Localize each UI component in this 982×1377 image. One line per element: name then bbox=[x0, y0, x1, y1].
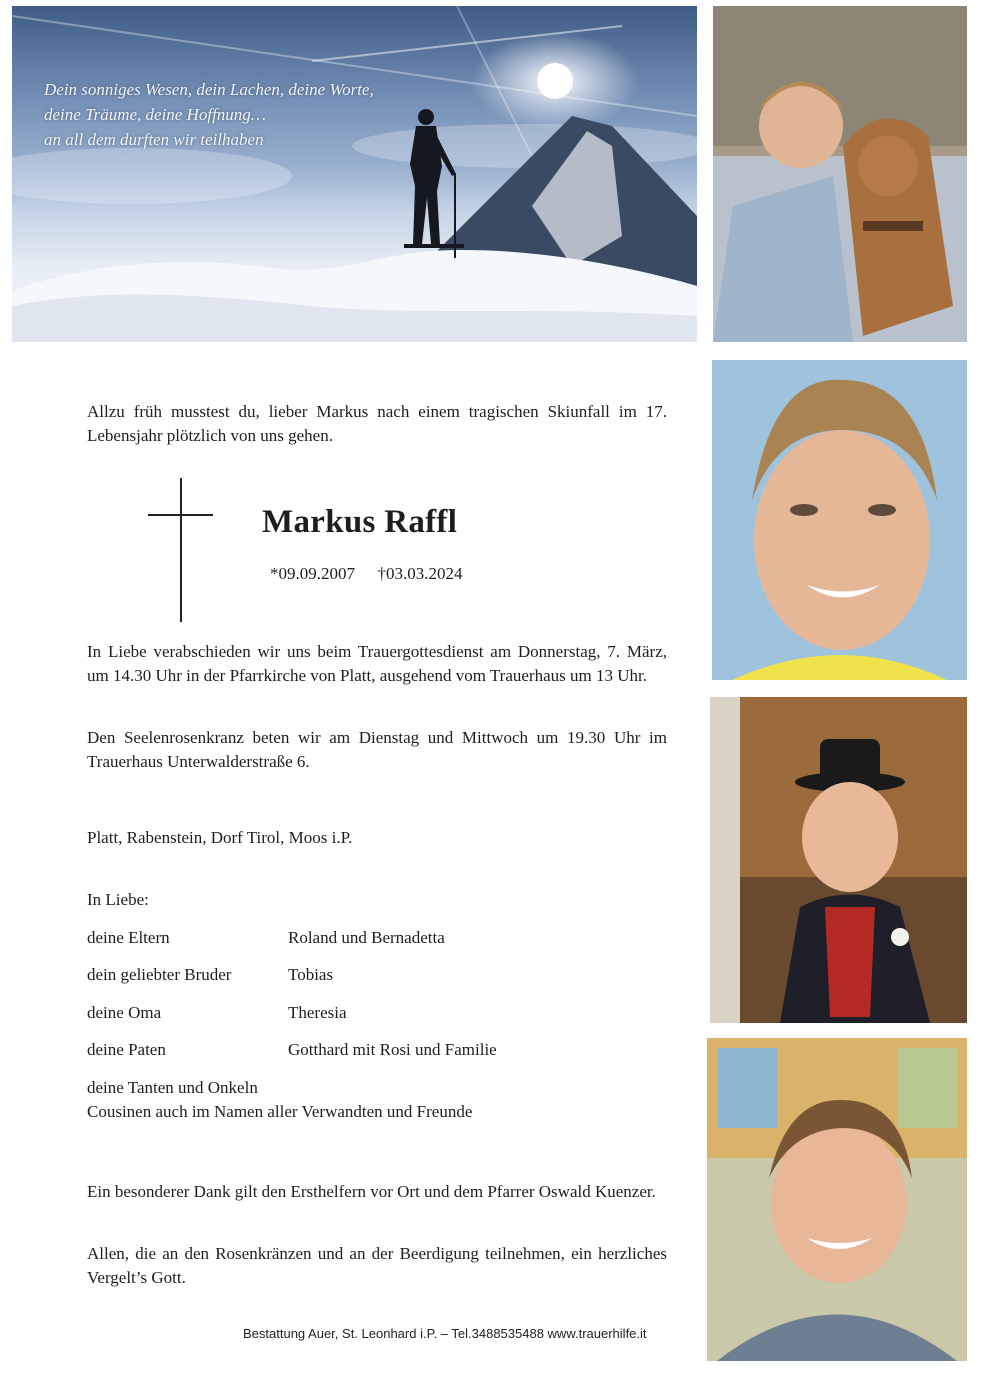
closing-paragraph: Allen, die an den Rosenkränzen und an der Beerdigung teilnehmen, ein herzliches Vergelt’s Gott. bbox=[87, 1244, 667, 1287]
mourners-heading: In Liebe: bbox=[87, 890, 149, 909]
life-dates bbox=[270, 564, 463, 584]
mourner-names: Gotthard mit Rosi und Familie bbox=[288, 1040, 497, 1059]
mourner-role: deine Oma bbox=[87, 1003, 162, 1022]
funeral-home-footer: Bestattung Auer, St. Leonhard i.P. – Tel.3488535488 www.trauerhilfe.it bbox=[243, 1326, 647, 1341]
quote-line-3: an all dem durften wir teilhaben bbox=[44, 130, 264, 149]
quote-line-1: Dein sonniges Wesen, dein Lachen, deine Worte, bbox=[44, 80, 374, 99]
photo-portrait-smiling bbox=[712, 360, 967, 680]
mourner-names: Tobias bbox=[288, 965, 334, 984]
cross-horizontal bbox=[148, 514, 213, 516]
mourners-extra-2: Cousinen auch im Namen aller Verwandten und Freunde bbox=[87, 1102, 473, 1121]
mourner-role: deine Paten bbox=[87, 1040, 166, 1059]
thanks-paragraph: Ein besonderer Dank gilt den Ersthelfern vor Ort und dem Pfarrer Oswald Kuenzer. bbox=[87, 1182, 656, 1201]
mourner-role: deine Eltern bbox=[87, 928, 170, 947]
mountain-skier-photo bbox=[12, 6, 697, 342]
quote-line-2: deine Träume, deine Hoffnung… bbox=[44, 105, 266, 124]
birth-date: *09.09.2007 bbox=[270, 564, 355, 583]
service-paragraph: In Liebe verabschieden wir uns beim Trauergottesdienst am Donnerstag, 7. März, um 14.30 Uhr in der Pfarrkirche von Platt, ausgehend vom Trauerhaus um 13 Uhr. bbox=[87, 642, 667, 685]
mourner-names: Roland und Bernadetta bbox=[288, 928, 445, 947]
photo-boy-with-dog bbox=[713, 6, 967, 342]
mourner-names: Theresia bbox=[288, 1003, 347, 1022]
death-date: †03.03.2024 bbox=[377, 564, 463, 583]
cross-vertical bbox=[180, 478, 182, 622]
photo-traditional-costume bbox=[710, 697, 967, 1023]
mourner-role: dein geliebter Bruder bbox=[87, 965, 232, 984]
intro-paragraph: Allzu früh musstest du, lieber Markus nach einem tragischen Skiunfall im 17. Lebensjahr plötzlich von uns gehen. bbox=[87, 402, 667, 445]
places-line: Platt, Rabenstein, Dorf Tirol, Moos i.P. bbox=[87, 828, 353, 847]
mourners-extra-1: deine Tanten und Onkeln bbox=[87, 1078, 258, 1097]
deceased-name: Markus Raffl bbox=[262, 504, 458, 540]
rosary-paragraph: Den Seelenrosenkranz beten wir am Dienstag und Mittwoch um 19.30 Uhr im Trauerhaus Unterwalderstraße 6. bbox=[87, 728, 667, 771]
photo-school-portrait bbox=[707, 1038, 967, 1361]
